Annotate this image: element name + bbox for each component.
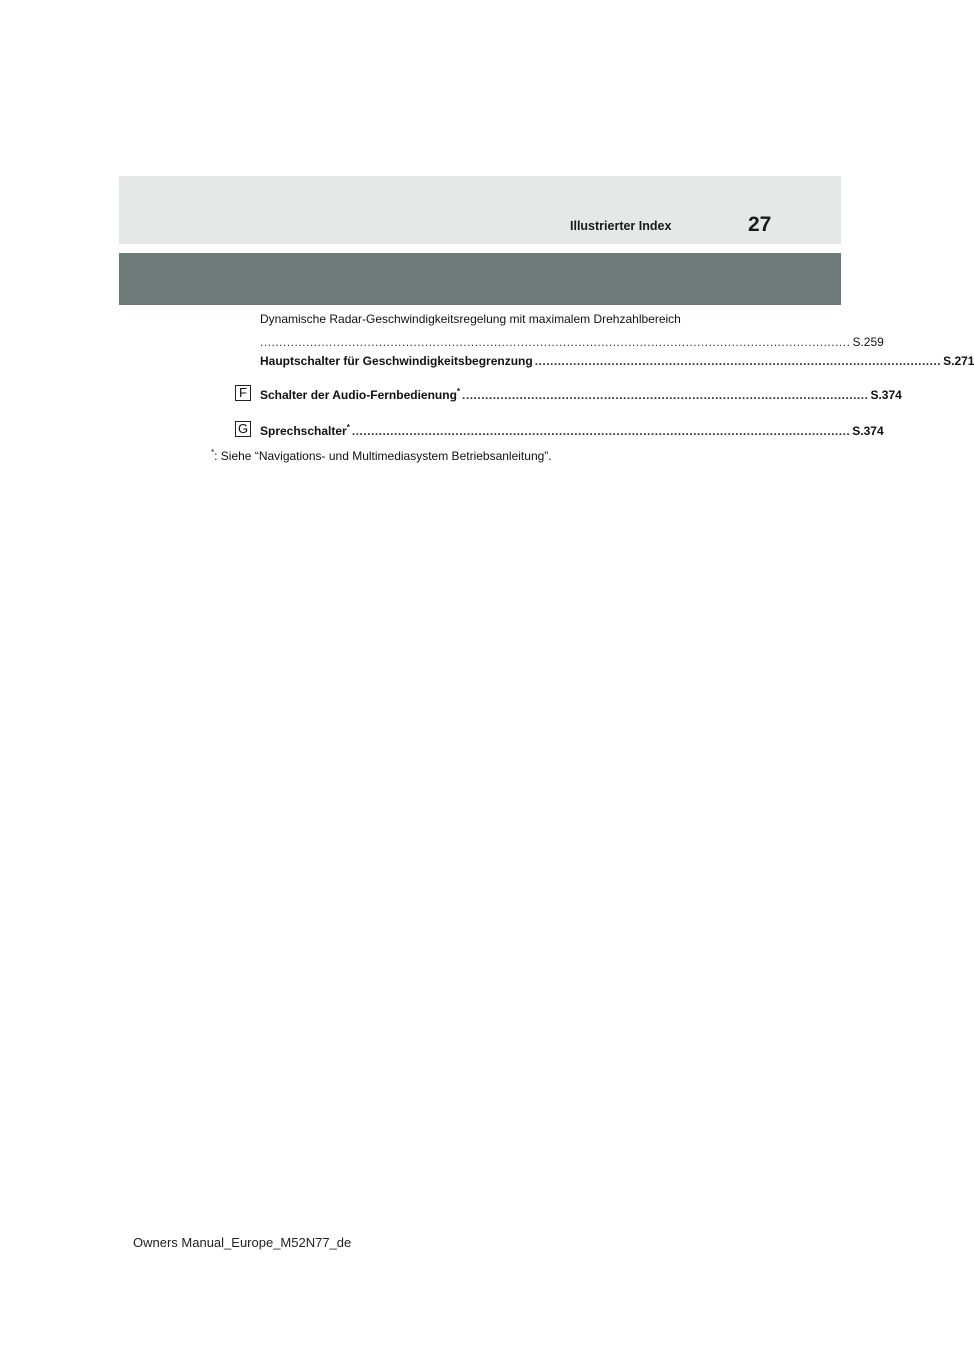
index-entry-radar-cruise (260, 312, 884, 349)
index-entry-audio-remote (260, 387, 902, 402)
page-ref: S.271 (943, 354, 974, 368)
callout-label-g: G (235, 421, 251, 437)
index-entry-talk-switch (260, 423, 884, 438)
entry-text: Sprechschalter* (260, 423, 350, 438)
dot-leader: .......................................................................................................................................................... (260, 335, 851, 349)
dot-leader: .......................................................................................................... (462, 388, 869, 402)
callout-label-f: F (235, 385, 251, 401)
page-ref: S.374 (870, 388, 902, 402)
footer-manual-id: Owners Manual_Europe_M52N77_de (133, 1235, 352, 1250)
footnote-marker: * (211, 448, 215, 457)
footnote-text: : Siehe “Navigations- und Multimediasystem Betriebsanleitung”. (214, 449, 552, 463)
entry-text: Dynamische Radar-Geschwindigkeitsregelung mit maximalem Drehzahlbereich (260, 312, 681, 326)
section-color-band (119, 253, 841, 305)
header-band (119, 176, 841, 244)
footnote-marker: * (456, 387, 461, 396)
section-title: Illustrierter Index (570, 219, 672, 233)
entry-leader (260, 335, 884, 349)
footnote-marker: * (346, 423, 350, 432)
page-ref: S.259 (852, 335, 884, 349)
footnote (211, 449, 552, 463)
entry-text: Hauptschalter für Geschwindigkeitsbegrenzung (260, 354, 533, 368)
dot-leader: .......................................................................................................... (534, 354, 942, 368)
page-ref: S.374 (852, 424, 884, 438)
entry-text: Schalter der Audio-Fernbedienung* (260, 387, 461, 402)
page-number: 27 (748, 213, 772, 236)
dot-leader: .................................................................................................................................. (351, 424, 851, 438)
index-entry-speed-limiter (260, 354, 974, 368)
